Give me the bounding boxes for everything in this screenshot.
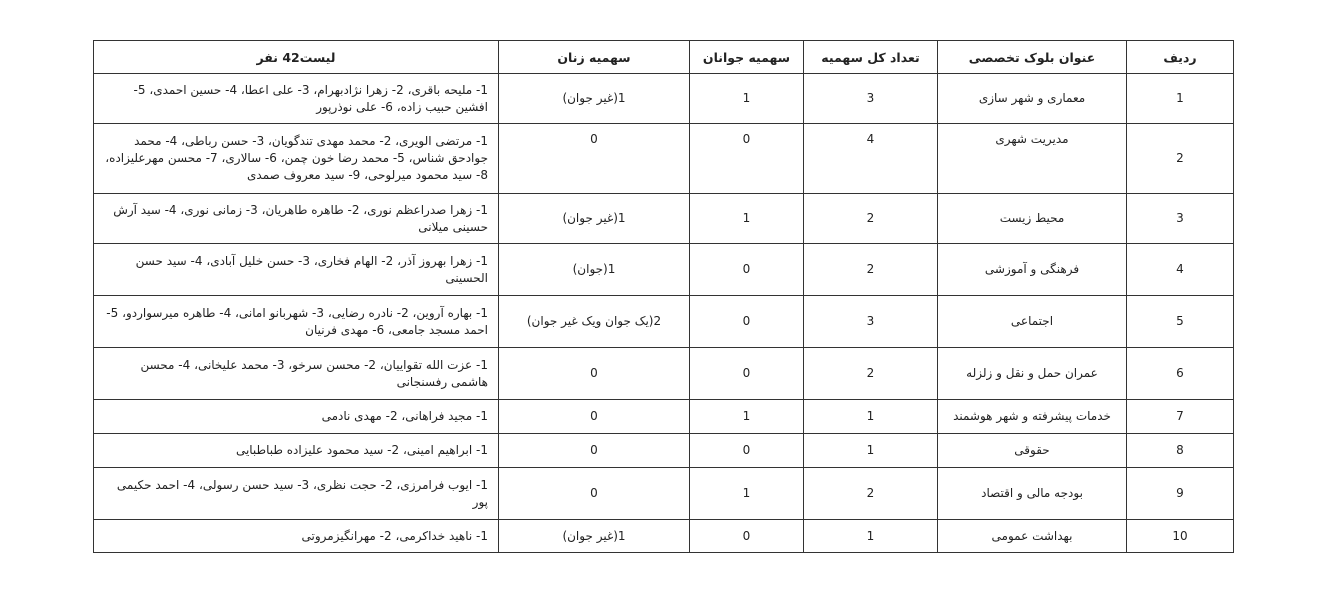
cell-youth-quota: 0 (690, 348, 804, 400)
cell-total-quota: 3 (804, 296, 938, 348)
cell-row-number: 8 (1127, 434, 1234, 468)
cell-row-number: 1 (1127, 74, 1234, 124)
cell-row-number: 6 (1127, 348, 1234, 400)
cell-youth-quota: 0 (690, 296, 804, 348)
cell-candidate-list: 1- ناهید خداکرمی، 2- مهرانگیزمروتی (94, 520, 499, 553)
cell-women-quota: 1(غیر جوان) (499, 520, 690, 553)
cell-youth-quota: 0 (690, 434, 804, 468)
table-body (94, 74, 1234, 553)
header-candidate-list: لیست42 نفر (94, 41, 499, 74)
cell-women-quota: 1(غیر جوان) (499, 74, 690, 124)
cell-total-quota: 2 (804, 468, 938, 520)
cell-women-quota: 0 (499, 468, 690, 520)
cell-total-quota: 3 (804, 74, 938, 124)
cell-youth-quota: 1 (690, 74, 804, 124)
header-row (94, 41, 1234, 74)
table-row (94, 296, 1234, 348)
cell-block-title: حقوقی (938, 434, 1127, 468)
cell-candidate-list: 1- زهرا صدراعظم نوری، 2- طاهره طاهریان، 3- زمانی نوری، 4- سید آرش حسینی میلانی (94, 194, 499, 244)
header-row-number: ردیف (1127, 41, 1234, 74)
cell-youth-quota: 1 (690, 194, 804, 244)
cell-block-title: اجتماعی (938, 296, 1127, 348)
cell-block-title: محیط زیست (938, 194, 1127, 244)
cell-women-quota: 0 (499, 434, 690, 468)
cell-total-quota: 2 (804, 244, 938, 296)
cell-youth-quota: 0 (690, 520, 804, 553)
cell-block-title: مدیریت شهری (938, 124, 1127, 194)
cell-women-quota: 1(جوان) (499, 244, 690, 296)
cell-total-quota: 1 (804, 400, 938, 434)
table-row (94, 124, 1234, 194)
header-block-title: عنوان بلوک تخصصی (938, 41, 1127, 74)
cell-youth-quota: 0 (690, 124, 804, 194)
table-row (94, 434, 1234, 468)
cell-row-number: 3 (1127, 194, 1234, 244)
cell-women-quota: 0 (499, 124, 690, 194)
cell-candidate-list: 1- مرتضی الویری، 2- محمد مهدی تندگویان، 3- حسن رباطی، 4- محمد جوادحق شناس، 5- محمد رضا خون چمن، 6- سالاری، 7- محسن مهرعلیزاده، 8- سید محمود میرلوحی، 9- سید معروف صمدی (94, 124, 499, 194)
cell-block-title: بهداشت عمومی (938, 520, 1127, 553)
table-row (94, 520, 1234, 553)
cell-row-number: 5 (1127, 296, 1234, 348)
cell-block-title: معماری و شهر سازی (938, 74, 1127, 124)
cell-youth-quota: 0 (690, 244, 804, 296)
cell-women-quota: 0 (499, 400, 690, 434)
cell-candidate-list: 1- بهاره آروین، 2- نادره رضایی، 3- شهربانو امانی، 4- طاهره میرسواردو، 5- احمد مسجد جامعی، 6- مهدی فرنیان (94, 296, 499, 348)
quota-table-wrapper (93, 40, 1233, 553)
table-row (94, 400, 1234, 434)
cell-candidate-list: 1- ایوب فرامرزی، 2- حجت نظری، 3- سید حسن رسولی، 4- احمد حکیمی پور (94, 468, 499, 520)
cell-total-quota: 2 (804, 194, 938, 244)
cell-row-number: 10 (1127, 520, 1234, 553)
cell-total-quota: 2 (804, 348, 938, 400)
cell-youth-quota: 1 (690, 400, 804, 434)
cell-block-title: عمران حمل و نقل و زلزله (938, 348, 1127, 400)
table-row (94, 244, 1234, 296)
cell-women-quota: 2(یک جوان ویک غیر جوان) (499, 296, 690, 348)
cell-row-number: 9 (1127, 468, 1234, 520)
cell-women-quota: 0 (499, 348, 690, 400)
table-header (94, 41, 1234, 74)
cell-candidate-list: 1- مجید فراهانی، 2- مهدی نادمی (94, 400, 499, 434)
table-row (94, 194, 1234, 244)
cell-row-number: 7 (1127, 400, 1234, 434)
table-row (94, 468, 1234, 520)
header-youth-quota: سهمیه جوانان (690, 41, 804, 74)
cell-candidate-list: 1- زهرا بهروز آذر، 2- الهام فخاری، 3- حسن خلیل آبادی، 4- سید حسن الحسینی (94, 244, 499, 296)
header-total-quota: تعداد کل سهمیه (804, 41, 938, 74)
cell-block-title: فرهنگی و آموزشی (938, 244, 1127, 296)
cell-youth-quota: 1 (690, 468, 804, 520)
header-women-quota: سهمیه زنان (499, 41, 690, 74)
quota-table (93, 40, 1234, 553)
cell-women-quota: 1(غیر جوان) (499, 194, 690, 244)
cell-row-number: 2 (1127, 124, 1234, 194)
cell-candidate-list: 1- ملیحه باقری، 2- زهرا نژادبهرام، 3- علی اعطا، 4- حسین احمدی، 5- افشین حبیب زاده، 6- علی نوذرپور (94, 74, 499, 124)
cell-candidate-list: 1- ابراهیم امینی، 2- سید محمود علیزاده طباطبایی (94, 434, 499, 468)
cell-total-quota: 1 (804, 434, 938, 468)
cell-block-title: خدمات پیشرفته و شهر هوشمند (938, 400, 1127, 434)
cell-total-quota: 1 (804, 520, 938, 553)
table-row (94, 74, 1234, 124)
cell-row-number: 4 (1127, 244, 1234, 296)
cell-total-quota: 4 (804, 124, 938, 194)
cell-block-title: بودجه مالی و اقتصاد (938, 468, 1127, 520)
table-row (94, 348, 1234, 400)
cell-candidate-list: 1- عزت الله تقواییان، 2- محسن سرخو، 3- محمد علیخانی، 4- محسن هاشمی رفسنجانی (94, 348, 499, 400)
